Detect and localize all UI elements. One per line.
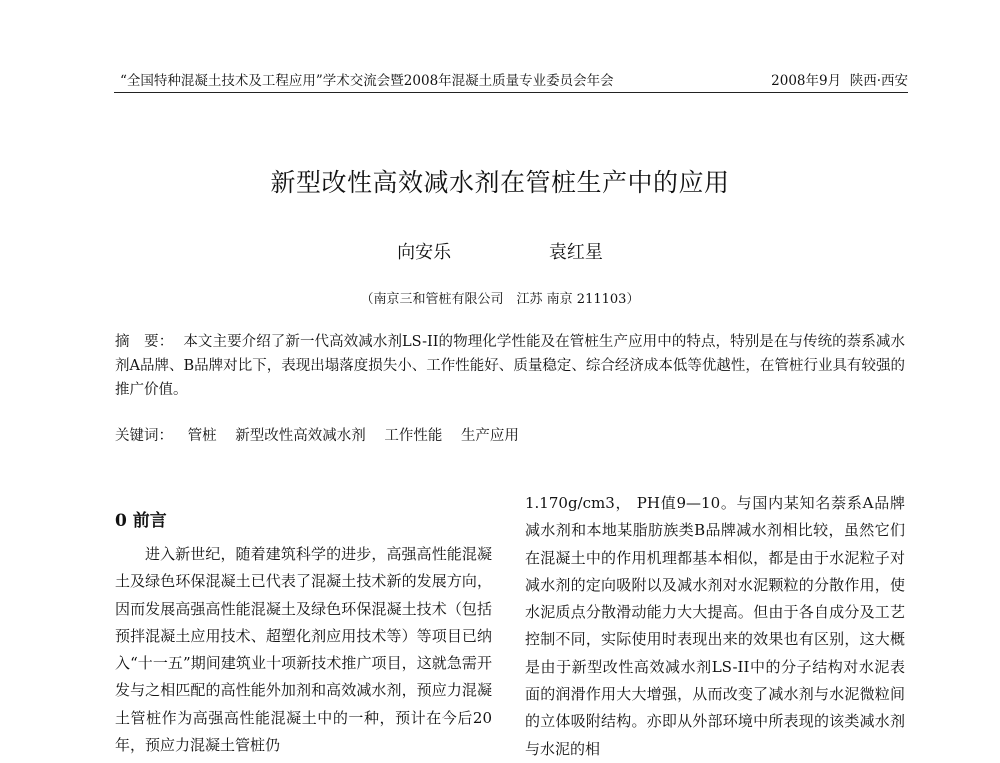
keywords	[115, 424, 905, 448]
header-date-location	[771, 71, 908, 91]
abstract	[115, 330, 905, 402]
header-rule	[114, 92, 908, 93]
conference-location: 陕西·西安	[849, 73, 908, 89]
body-column-left	[115, 541, 492, 759]
affiliation: （南京三和管桩有限公司 江苏 南京 211103）	[360, 292, 640, 307]
body-column-right	[525, 490, 905, 763]
abstract-text: 本文主要介绍了新一代高效减水剂LS-II的物理化学性能及在管桩生产应用中的特点，特别是在与传统的萘系减水剂A品牌、B品牌对比下，表现出塌落度损失小、工作性能好、质量稳定、综合经济成本低等优越性，在管桩行业具有较强的推广价值。	[115, 334, 906, 398]
keyword: 新型改性高效减水剂	[235, 428, 366, 444]
author-name: 袁红星	[548, 242, 603, 263]
running-header	[120, 71, 908, 91]
author-name: 向安乐	[397, 242, 452, 263]
keyword: 工作性能	[384, 428, 443, 444]
paper-title: 新型改性高效减水剂在管桩生产中的应用	[270, 168, 730, 197]
conference-name: “全国特种混凝土技术及工程应用”学术交流会暨2008年混凝土质量专业委员会年会	[120, 73, 614, 89]
section-heading: 0 前言	[115, 511, 167, 531]
author-list	[0, 238, 1000, 264]
keywords-label: 关键词：	[115, 428, 173, 444]
conference-date: 2008年9月	[771, 73, 842, 89]
keyword: 生产应用	[460, 428, 519, 444]
body-paragraph: 1.170g/cm3， PH值9—10。与国内某知名萘系A品牌减水剂和本地某脂肪族类B品牌减水剂相比较，虽然它们在混凝土中的作用机理都基本相似，都是由于水泥粒子对减水剂的定向吸附以及减水剂对水泥颗粒的分散作用，使水泥质点分散滑动能力大大提高。但由于各自成分及工艺控制不同，实际使用时表现出来的效果也有区别，这大概是由于新型改性高效减水剂LS-II中的分子结构对水泥表面的润滑作用大大增强，从而改变了减水剂与水泥微粒间的立体吸附结构。亦即从外部环境中所表现的该类减水剂与水泥的相	[525, 494, 905, 758]
abstract-label: 摘 要：	[115, 334, 174, 350]
keyword: 管桩	[187, 428, 217, 444]
body-paragraph: 进入新世纪，随着建筑科学的进步，高强高性能混凝土及绿色环保混凝土已代表了混凝土技术新的发展方向，因而发展高强高性能混凝土及绿色环保混凝土技术（包括预拌混凝土应用技术、超塑化剂应用技术等）等项目已纳入“十一五”期间建筑业十项新技术推广项目，这就急需开发与之相匹配的高性能外加剂和高效减水剂，预应力混凝土管桩作为高强高性能混凝土中的一种，预计在今后20年，预应力混凝土管桩仍	[115, 545, 492, 755]
